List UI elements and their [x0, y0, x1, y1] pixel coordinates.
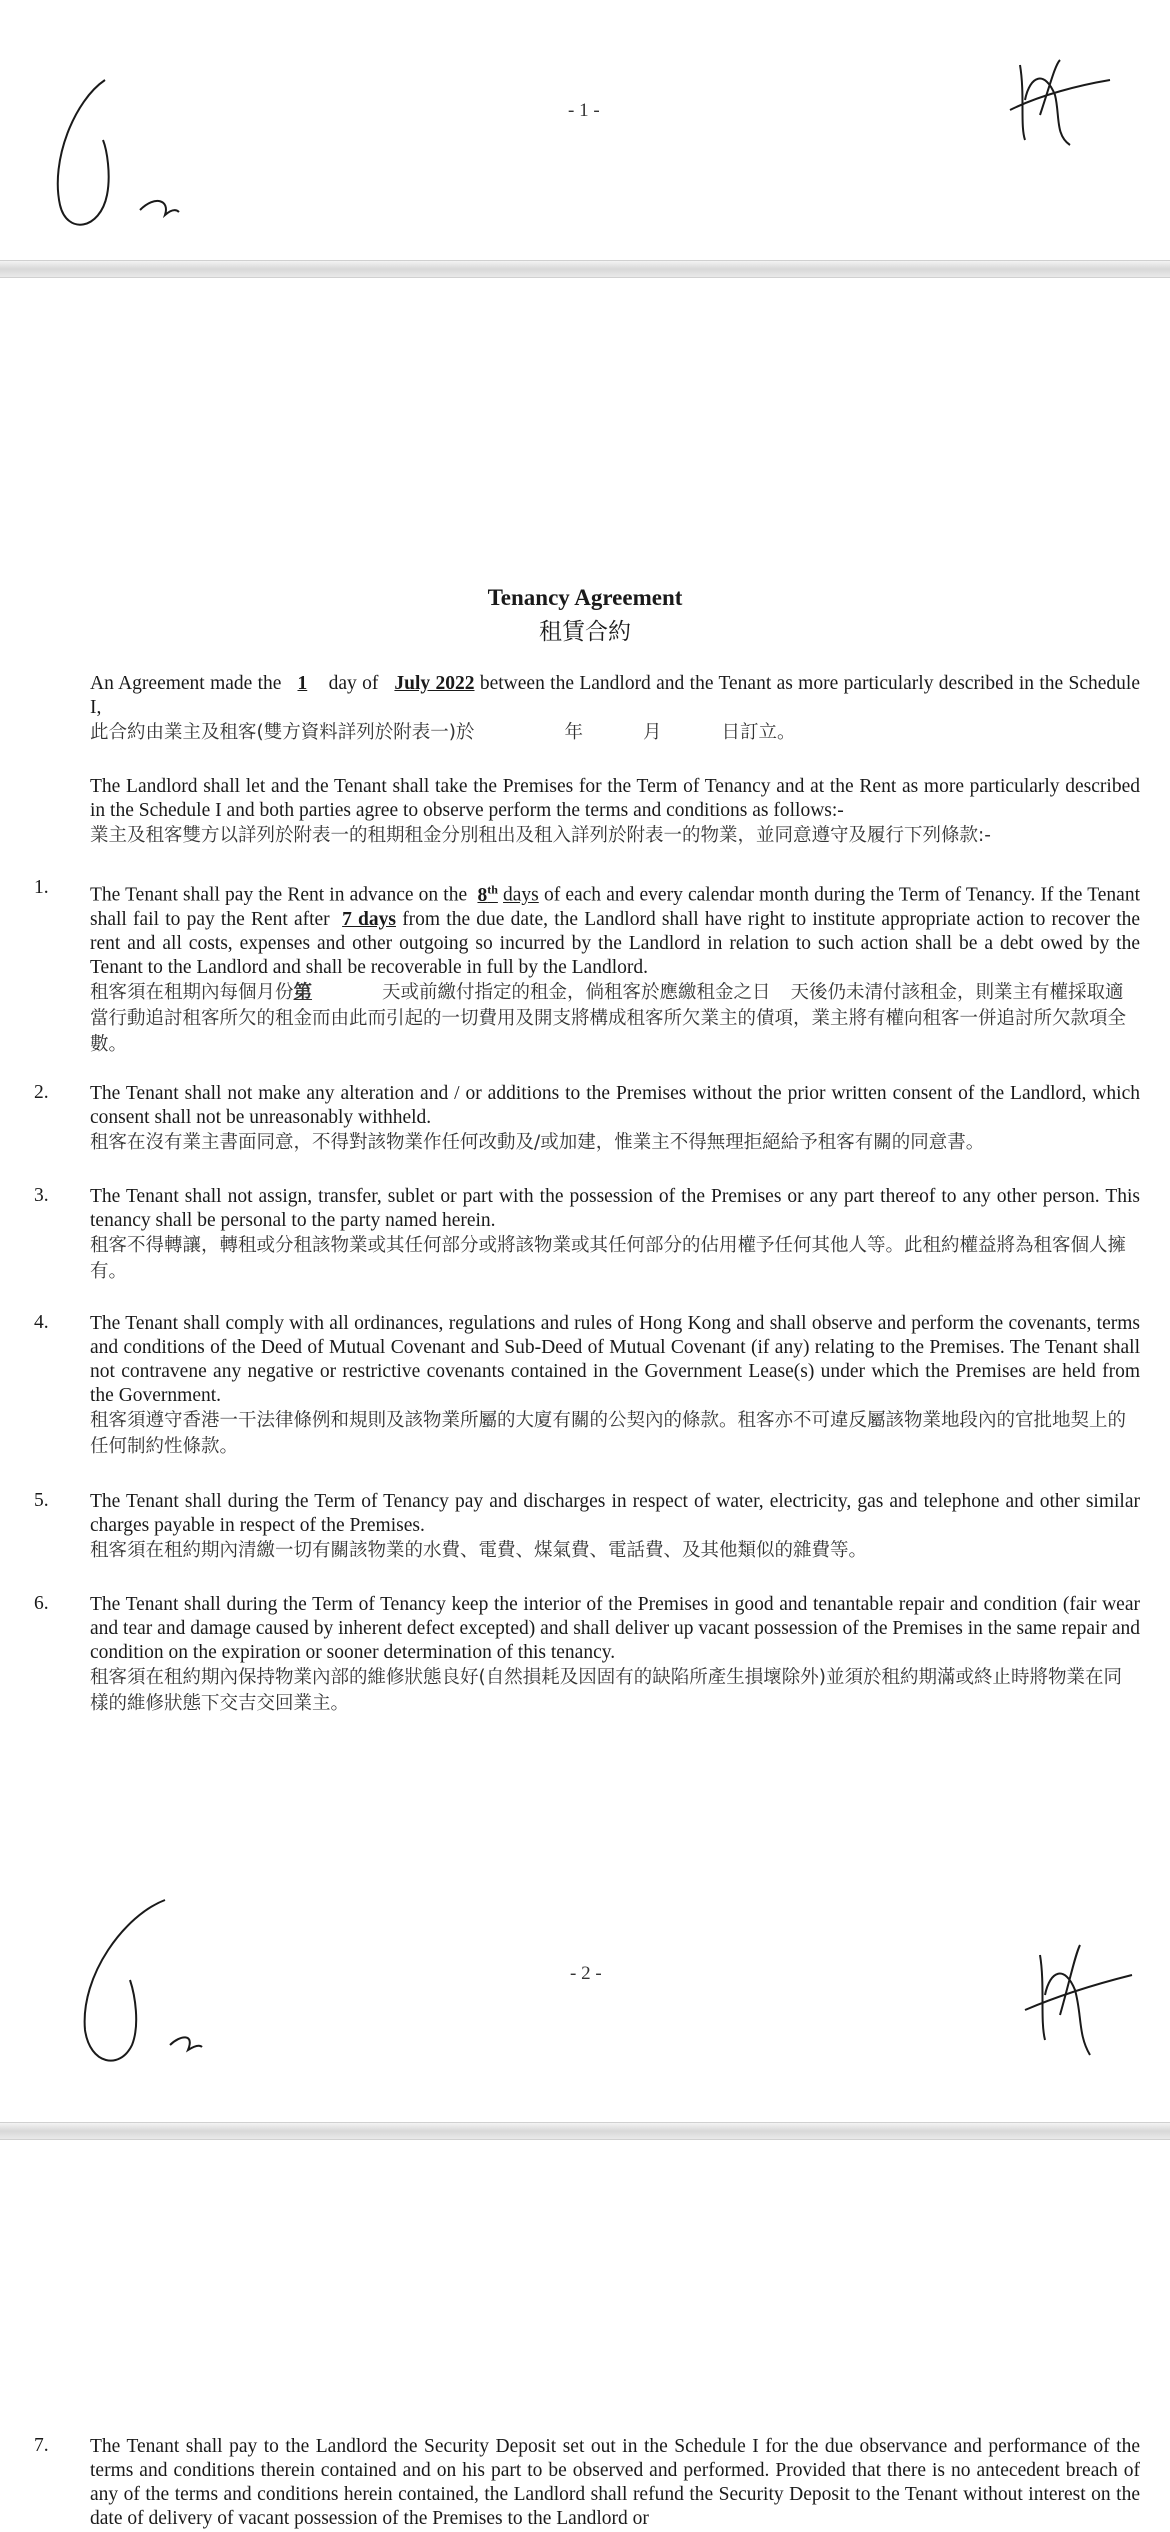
clause-number: 4. — [34, 1312, 49, 1333]
clause-number: 7. — [34, 2435, 49, 2456]
clause-6: The Tenant shall during the Term of Tenancy keep the interior of the Premises in good and tenantable repair and condition (fair wear and tear and damage caused by inherent defect excepted) and shall deliver up vacant possession of the Premises in the same repair and condition on the expiration or sooner determination of this tenancy. 租客須在租約期內保持物業內部的維修狀態良好(自然損耗及因固有的缺陷所產生損壞除外)並須於租約期滿或終止時將物業在同樣的維修狀態下交吉交回業主。 — [90, 1594, 1140, 1714]
document-title: Tenancy Agreement — [487, 585, 683, 610]
agreement-paragraph: The Landlord shall let and the Tenant shall take the Premises for the Term of Tenancy and at the Rent as more particularly described in the Schedule I and both parties agree to observe perform the terms and conditions as follows:- 業主及租客雙方以詳列於附表一的租期租金分別租出及租入詳列於附表一的物業，並同意遵守及履行下列條款:- — [90, 776, 1140, 846]
clause-1: The Tenant shall pay the Rent in advance on the 8th days of each and every calendar month during the Term of Tenancy. If the Tenant shall fail to pay the Rent after 7 days from the due date, the Landlord shall have right to institute appropriate action to recover the rent and all costs, expenses and other outgoing so incurred by the Landlord in relation to such action shall be a debt owed by the Tenant to the Landlord and shall be recoverable in full by the Landlord. 租客須在租期內每個月份第 天或前繳付指定的租金，倘租客於應繳租金之日 天後仍未清付該租金，則業主有權採取適當行動追討租客所欠的租金而由此而引起的一切費用及開支將構成租客所欠業主的債項，業主將有權向租客一併追討所欠款項全數。 — [90, 882, 1141, 1055]
signature-tenant-page1 — [1000, 55, 1120, 155]
clause-number: 2. — [34, 1082, 49, 1103]
signature-landlord-page1 — [45, 70, 185, 240]
signature-landlord-page2 — [70, 1895, 210, 2075]
clause-number: 1. — [34, 877, 49, 898]
clause-number: 3. — [34, 1185, 49, 1206]
clause-5: The Tenant shall during the Term of Tenancy pay and discharges in respect of water, electricity, gas and telephone and other similar charges payable in respect of the Premises. 租客須在租約期內清繳一切有關該物業的水費、電費、煤氣費、電話費、及其他類似的雜費等。 — [90, 1491, 1140, 1561]
document-title-chinese: 租賃合約 — [539, 619, 631, 645]
clause-7: The Tenant shall pay to the Landlord the Security Deposit set out in the Schedule I for the due observance and performance of the terms and conditions therein contained and on his part to be observed and performed. Provided that there is no antecedent breach of any of the terms and conditions herein contained, the Landlord shall refund the Security Deposit to the Tenant without interest on the date of delivery of vacant possession of the Premises to the Landlord or — [90, 2436, 1140, 2529]
page-separator — [0, 260, 1170, 278]
clause-3: The Tenant shall not assign, transfer, sublet or part with the possession of the Premises or any part thereof to any other person. This tenancy shall be personal to the party named herein. 租客不得轉讓，轉租或分租該物業或其任何部分或將該物業或其任何部分的佔用權予任何其他人等。此租約權益將為租客個人擁有。 — [90, 1186, 1140, 1282]
page-separator — [0, 2122, 1170, 2140]
clause-2: The Tenant shall not make any alteration and / or additions to the Premises without the prior written consent of the Landlord, which consent shall not be unreasonably withheld. 租客在沒有業主書面同意，不得對該物業作任何改動及/或加建，惟業主不得無理拒絕給予租客有關的同意書。 — [90, 1083, 1140, 1153]
clause-4: The Tenant shall comply with all ordinances, regulations and rules of Hong Kong and shall observe and perform the covenants, terms and conditions of the Deed of Mutual Covenant and Sub-Deed of Mutual Covenant (if any) relating to the Premises. The Tenant shall not contravene any negative or restrictive covenants contained in the Government Lease(s) under which the Premises are held from the Government. 租客須遵守香港一干法律條例和規則及該物業所屬的大廈有關的公契內的條款。租客亦不可違反屬該物業地段內的官批地契上的任何制約性條款。 — [90, 1313, 1140, 1457]
clause-number: 6. — [34, 1593, 49, 1614]
signature-tenant-page2 — [1020, 1935, 1140, 2065]
intro-paragraph: An Agreement made the 1 day of July 2022 between the Landlord and the Tenant as more particularly described in the Schedule I, 此合約由業主及租客(雙方資料詳列於附表一)於 年 月 日訂立。 — [90, 673, 1141, 743]
clause-number: 5. — [34, 1490, 49, 1511]
page-number-1: - 1 - — [568, 100, 600, 121]
page-number-2: - 2 - — [570, 1963, 602, 1984]
